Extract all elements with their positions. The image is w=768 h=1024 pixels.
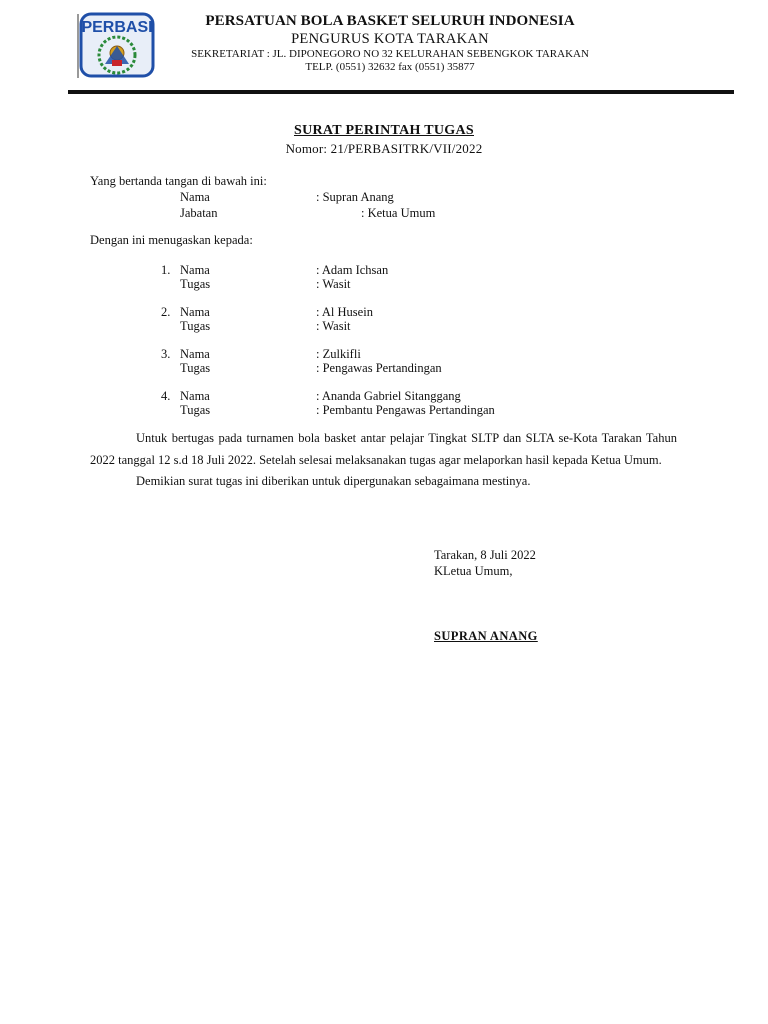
assignee-name-label: Nama [180,263,210,277]
assignee-task-label: Tugas [180,277,211,291]
signature-place-date: Tarakan, 8 Juli 2022 [434,548,536,562]
body-paragraph-closing: Demikian surat tugas ini diberikan untuk dipergunakan sebagaimana mestinya. [136,474,531,488]
assignee-task: : Wasit [316,277,351,291]
assignee-name: : Ananda Gabriel Sitanggang [316,389,461,403]
assignee-number: 2. [161,305,171,319]
assignee-task: : Pengawas Pertandingan [316,361,442,375]
assignee-number: 4. [161,389,171,403]
assignee-task-label: Tugas [180,319,211,333]
logo-text: PERBASI [81,19,153,36]
document-number: Nomor: 21/PERBASITRK/VII/2022 [285,141,483,156]
assignee-name: : Al Husein [316,305,373,319]
assignee-number: 3. [161,347,171,361]
signatory-name-value: : Supran Anang [316,190,394,204]
assignee-task: : Wasit [316,319,351,333]
org-branch: PENGURUS KOTA TARAKAN [291,31,489,47]
assignee-task-label: Tugas [180,403,211,417]
letterhead [160,12,620,74]
assignee-name: : Adam Ichsan [316,263,389,277]
perbasi-logo [76,12,158,80]
signatory-intro: Yang bertanda tangan di bawah ini: [90,174,267,188]
assignment-intro: Dengan ini menugaskan kepada: [90,233,253,247]
body-paragraph-assignment: Untuk bertugas pada turnamen bola basket antar pelajar Tingkat SLTP dan SLTA se-Kota Tarakan Tahun 2022 tanggal 12 s.d 18 Juli 2022. Setelah selesai melaksanakan tugas agar melaporkan hasil kepada Ketua Umum. [90,431,677,467]
body-text [90,428,677,493]
letterhead-divider [68,90,734,94]
signature-role: KLetua Umum, [434,564,513,578]
document-title: SURAT PERINTAH TUGAS [293,123,474,138]
assignee-task-label: Tugas [180,361,211,375]
assignee-name-label: Nama [180,389,210,403]
assignee-number: 1. [161,263,171,277]
org-address: SEKRETARIAT : JL. DIPONEGORO NO 32 KELURAHAN SEBENGKOK TARAKAN [191,48,589,60]
signatory-position-value: : Ketua Umum [361,206,436,220]
assignee-name: : Zulkifli [316,347,361,361]
signatory-name-label: Nama [180,190,210,204]
org-phone: TELP. (0551) 32632 fax (0551) 35877 [305,61,475,73]
assignee-task: : Pembantu Pengawas Pertandingan [316,403,495,417]
signatory-position-label: Jabatan [180,206,218,220]
assignee-name-label: Nama [180,347,210,361]
assignee-name-label: Nama [180,305,210,319]
org-name: PERSATUAN BOLA BASKET SELURUH INDONESIA [205,13,575,29]
signature-name: SUPRAN ANANG [434,629,538,643]
